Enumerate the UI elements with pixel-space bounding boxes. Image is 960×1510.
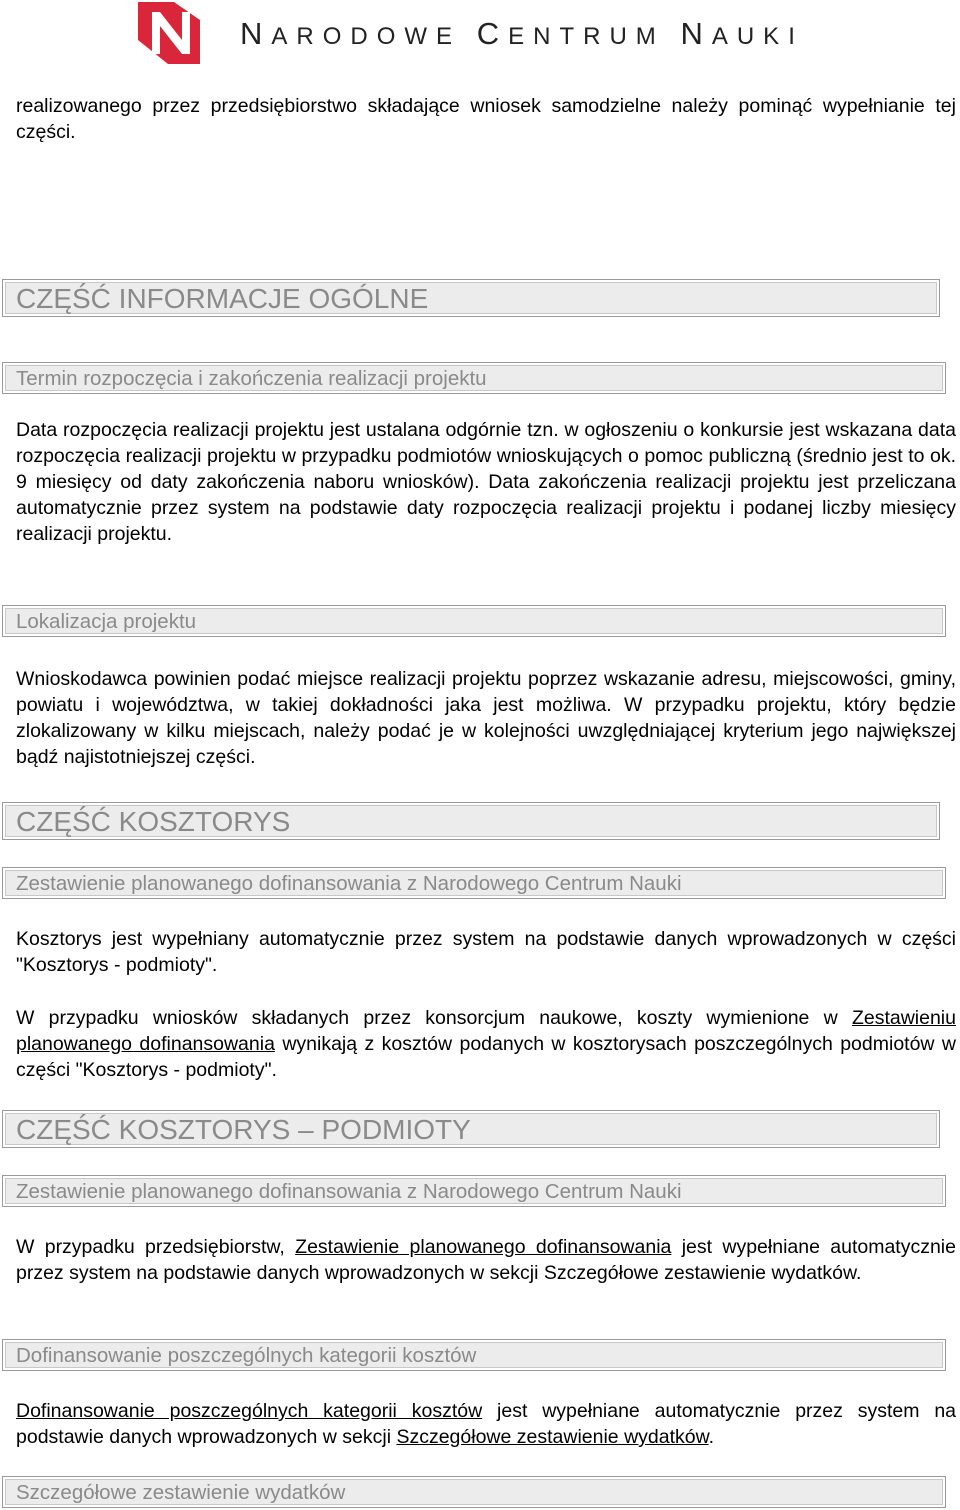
subsection-heading-dofinansowanie: Dofinansowanie poszczególnych kategorii kosztów [2,1339,946,1371]
kosztorys-paragraph-2: W przypadku wniosków składanych przez konsorcjum naukowe, koszty wymienione w Zestawieniu planowanego dofinansowania wynikają z kosztów podanych w kosztorysach poszczególnych podmiotów w części "Kosztorys - podmioty". [16,1007,956,1081]
dofinansowanie-paragraph: Dofinansowanie poszczególnych kategorii kosztów jest wypełniane automatycznie przez system na podstawie danych wprowadzonych w sekcji Szczegółowe zestawienie wydatków. [16,1400,957,1448]
section-heading-informacje: CZĘŚĆ INFORMACJE OGÓLNE [2,279,940,317]
intro-paragraph: realizowanego przez przedsiębiorstwo składające wniosek samodzielne należy pominąć wypełnianie tej części. [16,95,956,143]
podmioty-paragraph: W przypadku przedsiębiorstw, Zestawienie planowanego dofinansowania jest wypełniane automatycznie przez system na podstawie danych wprowadzonych w sekcji Szczegółowe zestawienie wydatków. [16,1236,956,1284]
ncn-logo-icon [138,2,200,64]
termin-paragraph: Data rozpoczęcia realizacji projektu jest ustalana odgórnie tzn. w ogłoszeniu o konkursie jest wskazana data rozpoczęcia realizacji projektu w przypadku podmiotów wnioskujących o pomoc publiczną (średnio jest to ok. 9 miesięcy od daty zakończenia naboru wniosków). Data zakończenia realizacji projektu jest przeliczana automatycznie przez system na podstawie daty rozpoczęcia realizacji projektu i podanej liczby miesięcy realizacji projektu. [16,419,956,545]
subsection-heading-szczegolowe: Szczegółowe zestawienie wydatków [2,1476,946,1508]
organization-name: NARODOWE CENTRUM NAUKI [240,16,804,51]
subsection-heading-zestawienie: Zestawienie planowanego dofinansowania z Narodowego Centrum Nauki [2,867,946,899]
subsection-heading-termin: Termin rozpoczęcia i zakończenia realizacji projektu [2,362,946,394]
subsection-heading-zestawienie-podmioty: Zestawienie planowanego dofinansowania z Narodowego Centrum Nauki [2,1175,946,1207]
subsection-heading-lokalizacja: Lokalizacja projektu [2,605,946,637]
section-heading-kosztorys: CZĘŚĆ KOSZTORYS [2,802,940,840]
kosztorys-paragraph-1: Kosztorys jest wypełniany automatycznie przez system na podstawie danych wprowadzonych w części "Kosztorys - podmioty". [16,928,956,976]
zestawienie-link[interactable]: Zestawieniu planowanego dofinansowania [16,1007,956,1055]
szczegolowe-link[interactable]: Szczegółowe zestawienie wydatków [396,1426,709,1448]
section-heading-podmioty: CZĘŚĆ KOSZTORYS – PODMIOTY [2,1110,940,1148]
dofinansowanie-link[interactable]: Dofinansowanie poszczególnych kategorii kosztów [16,1400,483,1422]
zestawienie-podmioty-link[interactable]: Zestawienie planowanego dofinansowania [295,1236,672,1258]
lokalizacja-paragraph: Wnioskodawca powinien podać miejsce realizacji projektu poprzez wskazanie adresu, miejscowości, gminy, powiatu i województwa, w takiej dokładności jaka jest możliwa. W przypadku projektu, który będzie zlokalizowany w kilku miejscach, należy podać je w kolejności uwzględniającej kryterium jego największej bądź najistotniejszej części. [16,668,956,768]
page-header [0,0,960,72]
